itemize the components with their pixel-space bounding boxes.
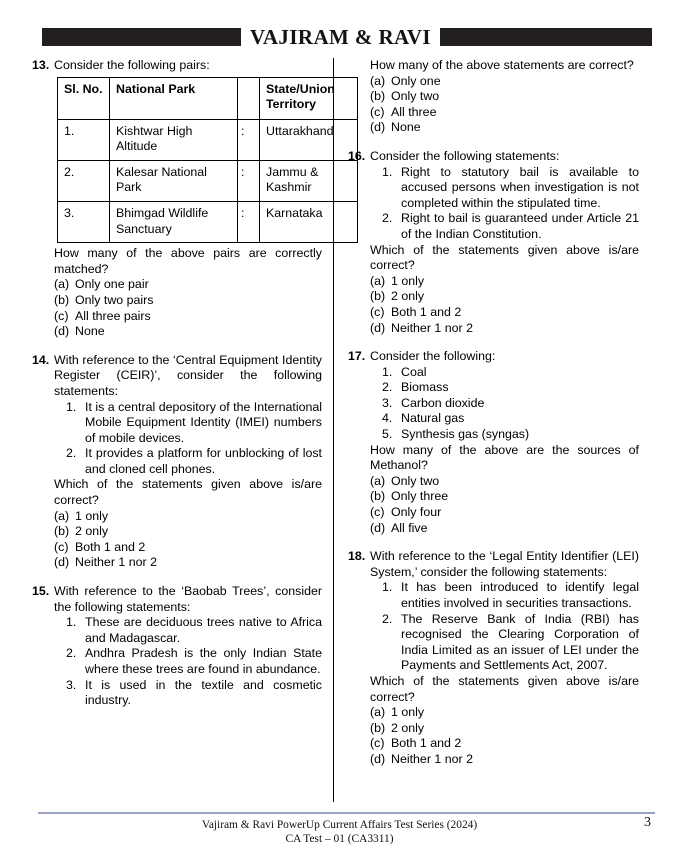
option-a-text: 1 only [391,273,425,288]
statement-1 [382,365,639,381]
option-b-key: (b) [54,292,70,307]
statement-1-number: 1. [382,164,393,179]
option-d-key: (d) [54,324,70,339]
option-d[interactable] [370,120,639,136]
option-d[interactable] [370,321,639,337]
option-c-key: (c) [370,505,385,520]
page-header [0,22,679,52]
question-18-stem: With reference to the ‘Legal Entity Identifier (LEI) System,’ consider the following statements: [370,549,639,579]
option-b-key: (b) [370,720,386,735]
cell-park: Kalesar National Park [110,160,238,201]
question-14-statements [54,400,322,478]
question-17-options [370,474,639,536]
option-d-key: (d) [370,120,386,135]
option-c-text: Both 1 and 2 [75,539,146,554]
option-b[interactable] [370,89,639,105]
statement-3-text: Carbon dioxide [401,395,485,410]
option-c[interactable] [370,505,639,521]
option-b-text: Only two [391,89,440,104]
option-b-text: Only two pairs [75,292,154,307]
statement-1 [66,615,322,646]
option-b-text: 2 only [75,524,109,539]
header-bar-right [440,28,652,46]
question-17-number: 17. [348,349,366,364]
statement-2-number: 2. [66,646,77,661]
footer-separator [38,812,655,814]
option-d-key: (d) [54,555,70,570]
option-d-text: All five [391,520,428,535]
header-bar-left [42,28,241,46]
national-park-table [57,77,358,244]
question-16 [348,149,639,336]
cell-sl: 3. [58,201,110,242]
option-a[interactable] [54,277,322,293]
option-a-key: (a) [370,705,386,720]
statement-1-number: 1. [66,399,77,414]
question-18-header [348,549,639,580]
statement-3-text: It is used in the textile and cosmetic industry. [85,677,322,708]
option-a-key: (a) [54,508,70,523]
option-c-key: (c) [54,539,69,554]
statement-2 [66,446,322,477]
question-17-stem: Consider the following: [370,349,496,364]
option-a[interactable] [370,705,639,721]
footer-line-1: Vajiram & Ravi PowerUp Current Affairs Test Series (2024) [201,819,478,831]
statement-1-text: It is a central depository of the International Mobile Equipment Identity (IMEI) numbers of mobile devices. [85,399,322,445]
option-b-key: (b) [54,524,70,539]
question-14-body [54,400,322,572]
cell-park: Kishtwar High Altitude [110,119,238,160]
question-16-number: 16. [348,148,366,163]
question-14-ask: Which of the statements given above is/are correct? [54,477,322,508]
question-15-number: 15. [32,584,50,599]
option-d-key: (d) [370,520,386,535]
question-13-options [54,277,322,339]
question-13-ask: How many of the above pairs are correctly matched? [54,246,322,276]
statement-2 [382,612,639,674]
question-16-body [370,165,639,337]
question-15-options [370,74,639,136]
option-c-text: All three [391,104,437,119]
option-b-key: (b) [370,89,386,104]
question-16-statements [370,165,639,243]
question-15-continuation [348,58,639,136]
option-a-text: Only two [391,473,440,488]
option-a-text: 1 only [75,508,109,523]
statement-1-number: 1. [382,580,393,595]
option-c-text: Both 1 and 2 [391,736,462,751]
statement-4-number: 4. [382,411,393,426]
question-18 [348,549,639,767]
statement-5-text: Synthesis gas (syngas) [401,427,530,442]
question-17-body [370,365,639,537]
cell-sep: : [238,201,260,242]
question-14-stem: With reference to the ‘Central Equipment Identity Register (CEIR)’, consider the following statements: [54,352,322,398]
option-b-text: Only three [391,489,449,504]
table-row [58,160,358,201]
statement-2 [382,380,639,396]
option-b-text: 2 only [391,720,425,735]
option-d[interactable] [370,752,639,768]
statement-2 [382,211,639,242]
option-d[interactable] [370,521,639,537]
statement-2-number: 2. [382,611,393,626]
question-15-stem: With reference to the ‘Baobab Trees’, consider the following statements: [54,584,322,614]
option-c-key: (c) [370,104,385,119]
statement-1 [382,580,639,611]
cell-sep: : [238,119,260,160]
option-a-key: (a) [370,273,386,288]
statement-2-number: 2. [382,211,393,226]
cell-state: Jammu & Kashmir [260,160,358,201]
option-d[interactable] [54,555,322,571]
option-c-text: All three pairs [75,308,151,323]
option-a[interactable] [370,274,639,290]
table-header-row [58,77,358,119]
option-d-text: None [391,120,421,135]
option-c-text: Both 1 and 2 [391,304,462,319]
statement-2-number: 2. [382,380,393,395]
option-a[interactable] [54,509,322,525]
statement-2-text: Biomass [401,380,449,395]
option-d-text: Neither 1 nor 2 [75,555,157,570]
option-d-key: (d) [370,751,386,766]
option-d-text: Neither 1 nor 2 [391,751,473,766]
statement-2-text: The Reserve Bank of India (RBI) has recognised the Clearing Corporation of India Limited as an issuer of LEI under the Payments and Settlements Act, 2007. [401,611,639,673]
question-14-number: 14. [32,352,50,367]
option-a[interactable] [370,474,639,490]
option-b[interactable] [54,524,322,540]
option-d-key: (d) [370,320,386,335]
option-a[interactable] [370,74,639,90]
table-row [58,201,358,242]
question-18-number: 18. [348,549,366,564]
cell-sl: 1. [58,119,110,160]
question-18-options [370,705,639,767]
question-14-header [32,353,322,400]
table-row [58,119,358,160]
question-17-ask: How many of the above are the sources of Methanol? [370,442,639,473]
question-13-header [32,58,322,74]
question-13-number: 13. [32,58,50,72]
statement-3-number: 3. [382,395,393,410]
statement-5-number: 5. [382,427,393,442]
question-16-stem: Consider the following statements: [370,148,560,163]
statement-1-text: It has been introduced to identify legal entities involved in securities transactions. [401,580,639,610]
option-a-text: Only one [391,73,441,88]
option-b-key: (b) [370,489,386,504]
option-c-key: (c) [54,308,69,323]
table-header-sl: Sl. No. [58,77,110,119]
option-a-key: (a) [370,473,386,488]
statement-1 [66,400,322,447]
option-a-key: (a) [370,73,386,88]
question-17-header [348,349,639,365]
statement-1-text: These are deciduous trees native to Africa and Madagascar. [85,615,322,645]
statement-3 [66,678,322,709]
option-c[interactable] [370,105,639,121]
cell-state: Uttarakhand [260,119,358,160]
statement-2-text: Andhra Pradesh is the only Indian State where these trees are found in abundance. [85,646,322,676]
option-c-key: (c) [370,736,385,751]
option-d-text: None [75,324,105,339]
question-15-header [32,584,322,615]
question-13-stem: Consider the following pairs: [54,58,210,72]
table-header-park: National Park [110,77,238,119]
option-c[interactable] [54,309,322,325]
option-b-key: (b) [370,289,386,304]
question-14-options [54,509,322,571]
statement-2-text: It provides a platform for unblocking of lost and cloned cell phones. [85,446,322,476]
table-header-sep [238,77,260,119]
option-c-key: (c) [370,304,385,319]
option-c[interactable] [370,305,639,321]
statement-5 [382,427,639,443]
option-d-text: Neither 1 nor 2 [391,320,473,335]
option-d[interactable] [54,324,322,340]
question-15-statements [54,615,322,709]
question-16-ask: Which of the statements given above is/are correct? [370,242,639,273]
option-c[interactable] [54,540,322,556]
option-b[interactable] [370,489,639,505]
statement-1-text: Coal [401,364,427,379]
statement-1 [382,165,639,212]
cell-sl: 2. [58,160,110,201]
statement-2-text: Right to bail is guaranteed under Article 21 of the Indian Constitution. [401,211,639,241]
table-header-state: State/Union Territory [260,77,358,119]
statement-1-number: 1. [382,364,393,379]
statement-4-text: Natural gas [401,411,465,426]
option-c[interactable] [370,736,639,752]
option-b-text: 2 only [391,289,425,304]
option-a-text: 1 only [391,705,425,720]
question-17 [348,349,639,536]
question-15-ask: How many of the above statements are correct? [370,58,634,72]
statement-3-number: 3. [66,677,77,692]
question-18-body [370,580,639,767]
cell-sep: : [238,160,260,201]
option-b[interactable] [54,293,322,309]
statement-1-text: Right to statutory bail is available to accused persons when investigation is not completed within the stipulated time. [401,164,639,210]
question-14 [32,353,322,571]
brand-title: VAJIRAM & RAVI [250,24,432,49]
statement-1-number: 1. [66,615,77,630]
question-15-cont-body [370,58,639,136]
question-15-body [54,615,322,709]
footer-text [0,818,679,846]
statement-2-number: 2. [66,446,77,461]
option-a-key: (a) [54,277,70,292]
option-a-text: Only one pair [75,277,149,292]
question-18-statements [370,580,639,674]
page-number: 3 [644,815,651,830]
right-column [348,58,639,781]
option-b[interactable] [370,289,639,305]
option-c-text: Only four [391,505,442,520]
statement-3 [382,396,639,412]
question-16-options [370,274,639,336]
statement-2 [66,646,322,677]
question-17-statements [370,365,639,443]
cell-state: Karnataka [260,201,358,242]
statement-4 [382,411,639,427]
option-b[interactable] [370,721,639,737]
question-16-header [348,149,639,165]
question-15 [32,584,322,709]
left-column [32,58,335,722]
question-13-body [54,246,322,340]
cell-park: Bhimgad Wildlife Sanctuary [110,201,238,242]
question-13 [32,58,335,340]
footer-line-2: CA Test – 01 (CA3311) [285,833,394,845]
question-18-ask: Which of the statements given above is/are correct? [370,673,639,704]
